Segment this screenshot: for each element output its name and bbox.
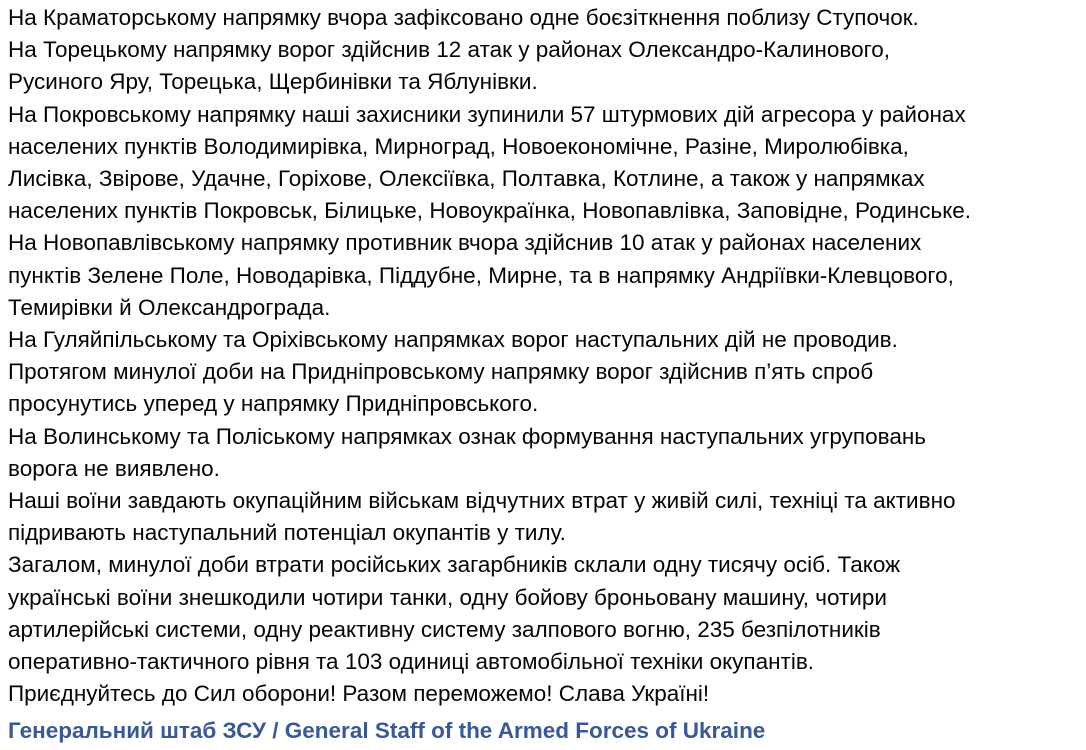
- post-line: На Новопавлівському напрямку противник вчора здійснив 10 атак у районах населених: [8, 230, 922, 256]
- post-line: На Покровському напрямку наші захисники зупинили 57 штурмових дій агресора у районах: [8, 101, 966, 127]
- post-line: Протягом минулої доби на Придніпровському напрямку ворог здійснив п’ять спроб: [8, 359, 874, 385]
- post-line: Наші воїни завдають окупаційним військам відчутних втрат у живій силі, техніці та активно: [8, 488, 956, 514]
- post-line: підривають наступальний потенціал окупантів у тилу.: [8, 520, 566, 546]
- post-text: [8, 2, 1080, 710]
- post-line: На Торецькому напрямку ворог здійснив 12 атак у районах Олександро-Калинового,: [8, 37, 891, 63]
- post-line: населених пунктів Володимирівка, Мирноград, Новоекономічне, Разіне, Миролюбівка,: [8, 133, 909, 159]
- post-line: ворога не виявлено.: [8, 455, 220, 481]
- post-line: Лисівка, Звірове, Удачне, Горіхове, Олексіївка, Полтавка, Котлине, а також у напрямках: [8, 166, 925, 192]
- post-line: просунутись уперед у напрямку Придніпровського.: [8, 391, 539, 417]
- post-line: Загалом, минулої доби втрати російських загарбників склали одну тисячу осіб. Також: [8, 552, 901, 578]
- post-line: Темирівки й Олександрограда.: [8, 294, 331, 320]
- post-line: пунктів Зелене Поле, Новодарівка, Піддубне, Мирне, та в напрямку Андріївки-Клевцового,: [8, 262, 954, 288]
- post-line: На Волинському та Поліському напрямках ознак формування наступальних угруповань: [8, 423, 926, 449]
- post-line: населених пунктів Покровськ, Білицьке, Новоукраїнка, Новопавлівка, Заповідне, Родинське.: [8, 198, 972, 224]
- post-line: На Краматорському напрямку вчора зафіксовано одне боєзіткнення поблизу Ступочок.: [8, 5, 919, 30]
- post-line: На Гуляйпільському та Оріхівському напрямках ворог наступальних дій не проводив.: [8, 327, 898, 353]
- post-line: українські воїни знешкодили чотири танки, одну бойову броньовану машину, чотири: [8, 584, 887, 610]
- post-line: Приєднуйтесь до Сил оборони! Разом переможемо! Слава Україні!: [8, 681, 710, 707]
- source-page-link[interactable]: Генеральний штаб ЗСУ / General Staff of the Armed Forces of Ukraine: [8, 718, 766, 743]
- post-line: оперативно-тактичного рівня та 103 одиниці автомобільної техніки окупантів.: [8, 649, 815, 675]
- post-line: Русиного Яру, Торецька, Щербинівки та Яблунівки.: [8, 69, 538, 95]
- post-line: артилерійські системи, одну реактивну систему залпового вогню, 235 безпілотників: [8, 616, 881, 642]
